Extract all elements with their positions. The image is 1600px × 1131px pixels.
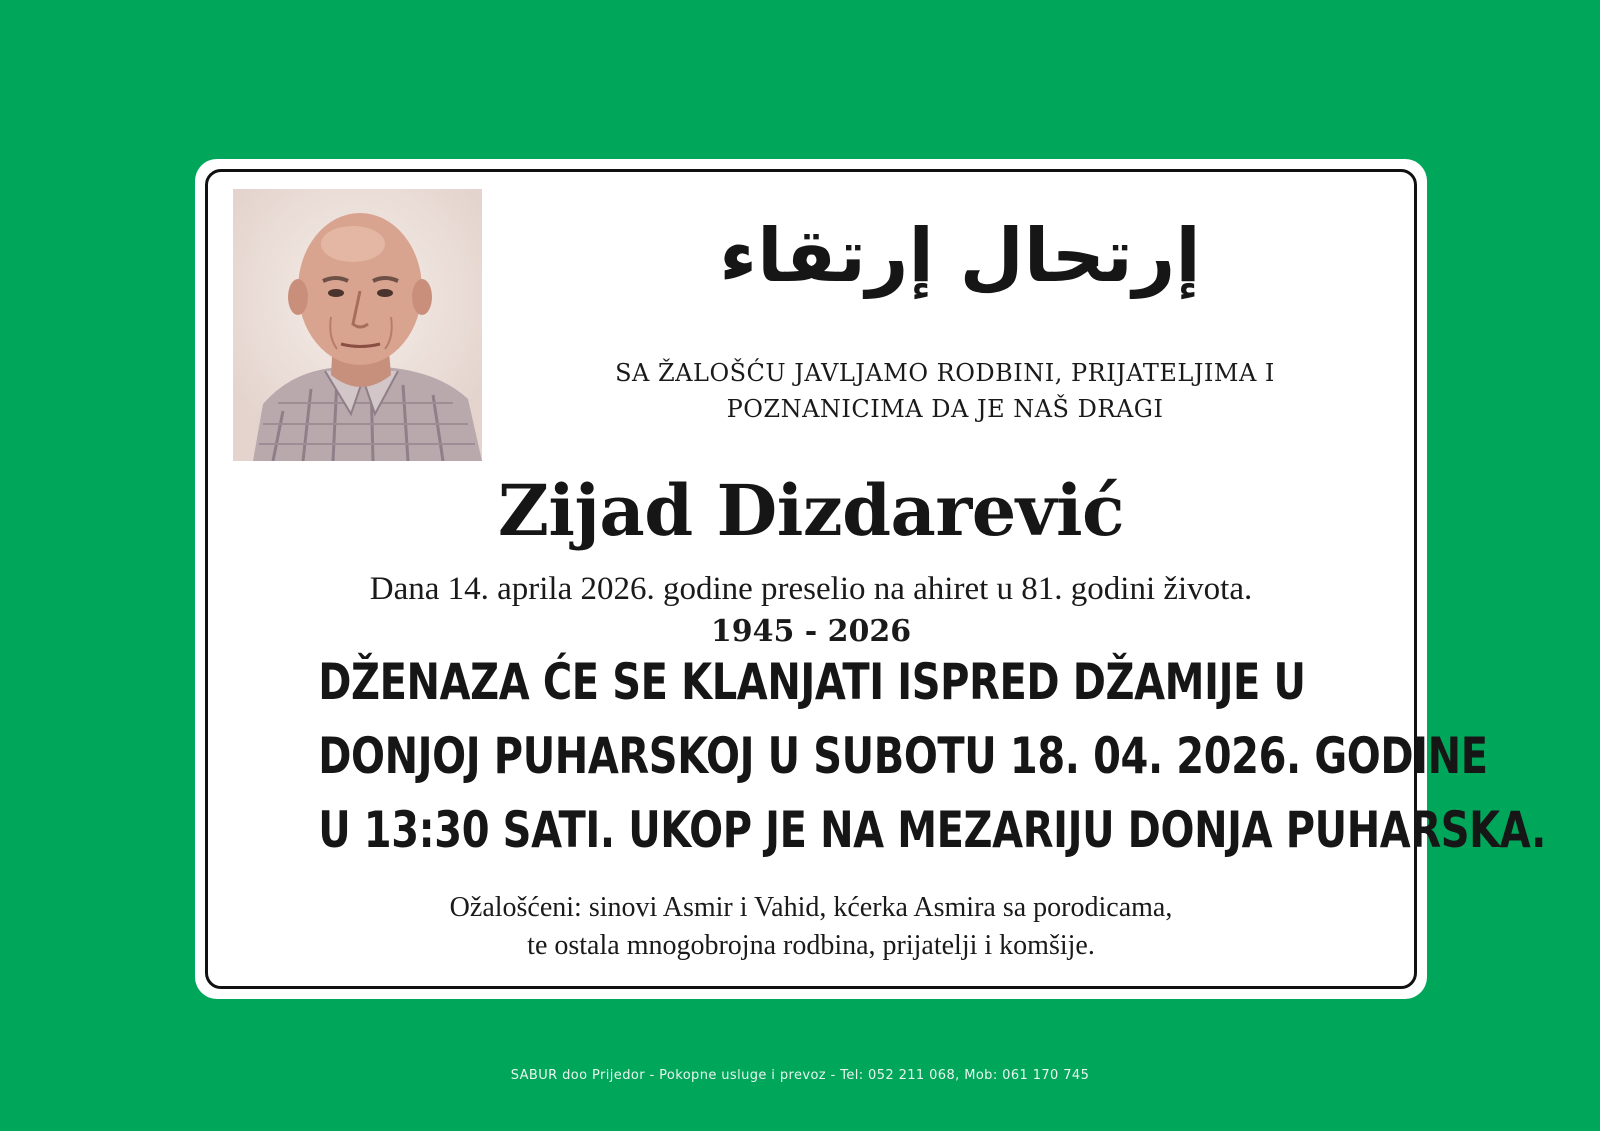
deceased-name: Zijad Dizdarević xyxy=(497,469,1125,552)
arabic-calligraphy: إرتحال إرتقاء xyxy=(719,213,1201,299)
deceased-photo xyxy=(233,189,482,461)
death-date-line: Dana 14. aprila 2026. godine preselio na ahiret u 81. godini života. xyxy=(369,571,1253,607)
funeral-info-line-1: DŽENAZA ĆE SE KLANJATI ISPRED DŽAMIJE U xyxy=(318,653,1306,711)
mourners-line-1: Ožalošćeni: sinovi Asmir i Vahid, kćerka Asmira sa porodicama, xyxy=(449,892,1173,923)
life-years: 1945 - 2026 xyxy=(710,614,912,649)
funeral-service-footer: SABUR doo Prijedor - Pokopne usluge i prevoz - Tel: 052 211 068, Mob: 061 170 745 xyxy=(510,1068,1090,1083)
intro-line-1: SA ŽALOŠĆU JAVLJAMO RODBINI, PRIJATELJIMA I xyxy=(615,359,1275,387)
intro-line-2: POZNANICIMA DA JE NAŠ DRAGI xyxy=(726,395,1164,423)
mourners-line-2: te ostala mnogobrojna rodbina, prijatelji i komšije. xyxy=(527,930,1095,961)
funeral-info-line-3: U 13:30 SATI. UKOP JE NA MEZARIJU DONJA PUHARSKA. xyxy=(318,801,1546,859)
funeral-info-line-2: DONJOJ PUHARSKOJ U SUBOTU 18. 04. 2026. GODINE xyxy=(318,727,1488,785)
obituary-card xyxy=(195,159,1546,999)
